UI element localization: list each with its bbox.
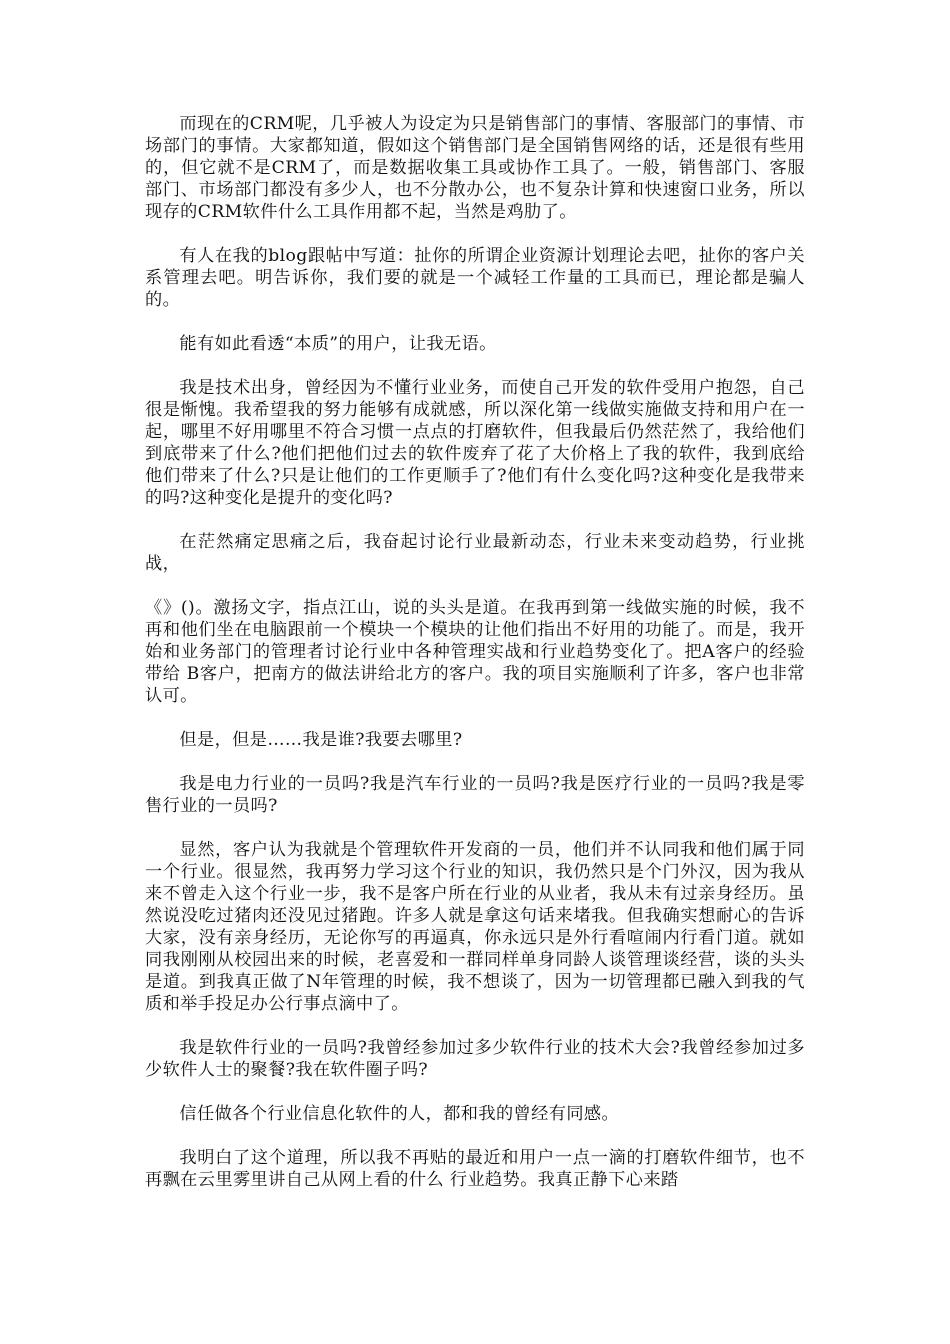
paragraph-crm-chicken-rib: 而现在的CRM呢，几乎被人为设定为只是销售部门的事情、客服部门的事情、市场部门的事情。大家都知道，假如这个销售部门是全国销售网络的话，还是很有些用的，但它就不是CRM了，而是数据收集工具或协作工具了。一般，销售部门、客服部门、市场部门都没有多少人，也不分散办公，也不复杂计算和快速窗口业务，所以现存的CRM软件什么工具作用都不起，当然是鸡肋了。	[145, 114, 805, 222]
paragraph-industry-discussion: 在茫然痛定思痛之后，我奋起讨论行业最新动态，行业未来变动趋势，行业挑战，	[145, 532, 805, 574]
paragraph-same-feeling: 信任做各个行业信息化软件的人，都和我的曾经有同感。	[179, 1104, 620, 1124]
paragraph-understood: 我明白了这个道理，所以我不再贴的最近和用户一点一滴的打磨软件细节，也不再飘在云里雾里讲自己从网上看的什么 行业趋势。我真正静下心来踏	[145, 1148, 805, 1190]
document-body	[145, 113, 805, 1213]
paragraph-blog-comment: 有人在我的blog跟帖中写道：扯你的所谓企业资源计划理论去吧，扯你的客户关系管理去吧。明告诉你，我们要的就是一个减轻工作量的工具而已，理论都是骗人的。	[145, 246, 805, 310]
paragraph-inspiring-words: 《》()。激扬文字，指点江山，说的头头是道。在我再到第一线做实施的时候，我不再和他们坐在电脑跟前一个模块一个模块的让他们指出不好用的功能了。而是，我开始和业务部门的管理者讨论行业中各种管理实战和行业趋势变化了。把A客户的经验带给 B客户，把南方的做法讲给北方的客户。我的项目实施顺利了许多，客户也非常认可。	[145, 598, 805, 706]
paragraph-software-industry: 我是软件行业的一员吗?我曾经参加过多少软件行业的技术大会?我曾经参加过多少软件人士的聚餐?我在软件圈子吗?	[145, 1038, 805, 1080]
paragraph-which-industry: 我是电力行业的一员吗?我是汽车行业的一员吗?我是医疗行业的一员吗?我是零售行业的一员吗?	[145, 774, 805, 816]
paragraph-who-am-i: 但是，但是……我是谁?我要去哪里?	[179, 730, 463, 750]
paragraph-speechless: 能有如此看透“本质”的用户，让我无语。	[179, 334, 497, 354]
paragraph-technical-background: 我是技术出身，曾经因为不懂行业业务，而使自己开发的软件受用户抱怨，自己很是惭愧。我希望我的努力能够有成就感，所以深化第一线做实施做支持和用户在一起，哪里不好用哪里不符合习惯一点点的打磨软件，但我最后仍然茫然了，我给他们到底带来了什么?他们把他们过去的软件废弃了花了大价格上了我的软件，我到底给他们带来了什么?只是让他们的工作更顺手了?他们有什么变化吗?这种变化是我带来的吗?这种变化是提升的变化吗?	[145, 378, 805, 508]
paragraph-outsider: 显然，客户认为我就是个管理软件开发商的一员，他们并不认同我和他们属于同一个行业。很显然，我再努力学习这个行业的知识，我仍然只是个门外汉，因为我从来不曾走入这个行业一步，我不是客户所在行业的从业者，我从未有过亲身经历。虽然说没吃过猪肉还没见过猪跑。许多人就是拿这句话来堵我。但我确实想耐心的告诉大家，没有亲身经历，无论你写的再逼真，你永远只是外行看喧闹内行看门道。就如同我刚刚从校园出来的时候，老喜爱和一群同样单身同龄人谈管理谈经营，谈的头头是道。到我真正做了N年管理的时候，我不想谈了，因为一切管理都已融入到我的气质和举手投足办公行事点滴中了。	[145, 840, 805, 1014]
